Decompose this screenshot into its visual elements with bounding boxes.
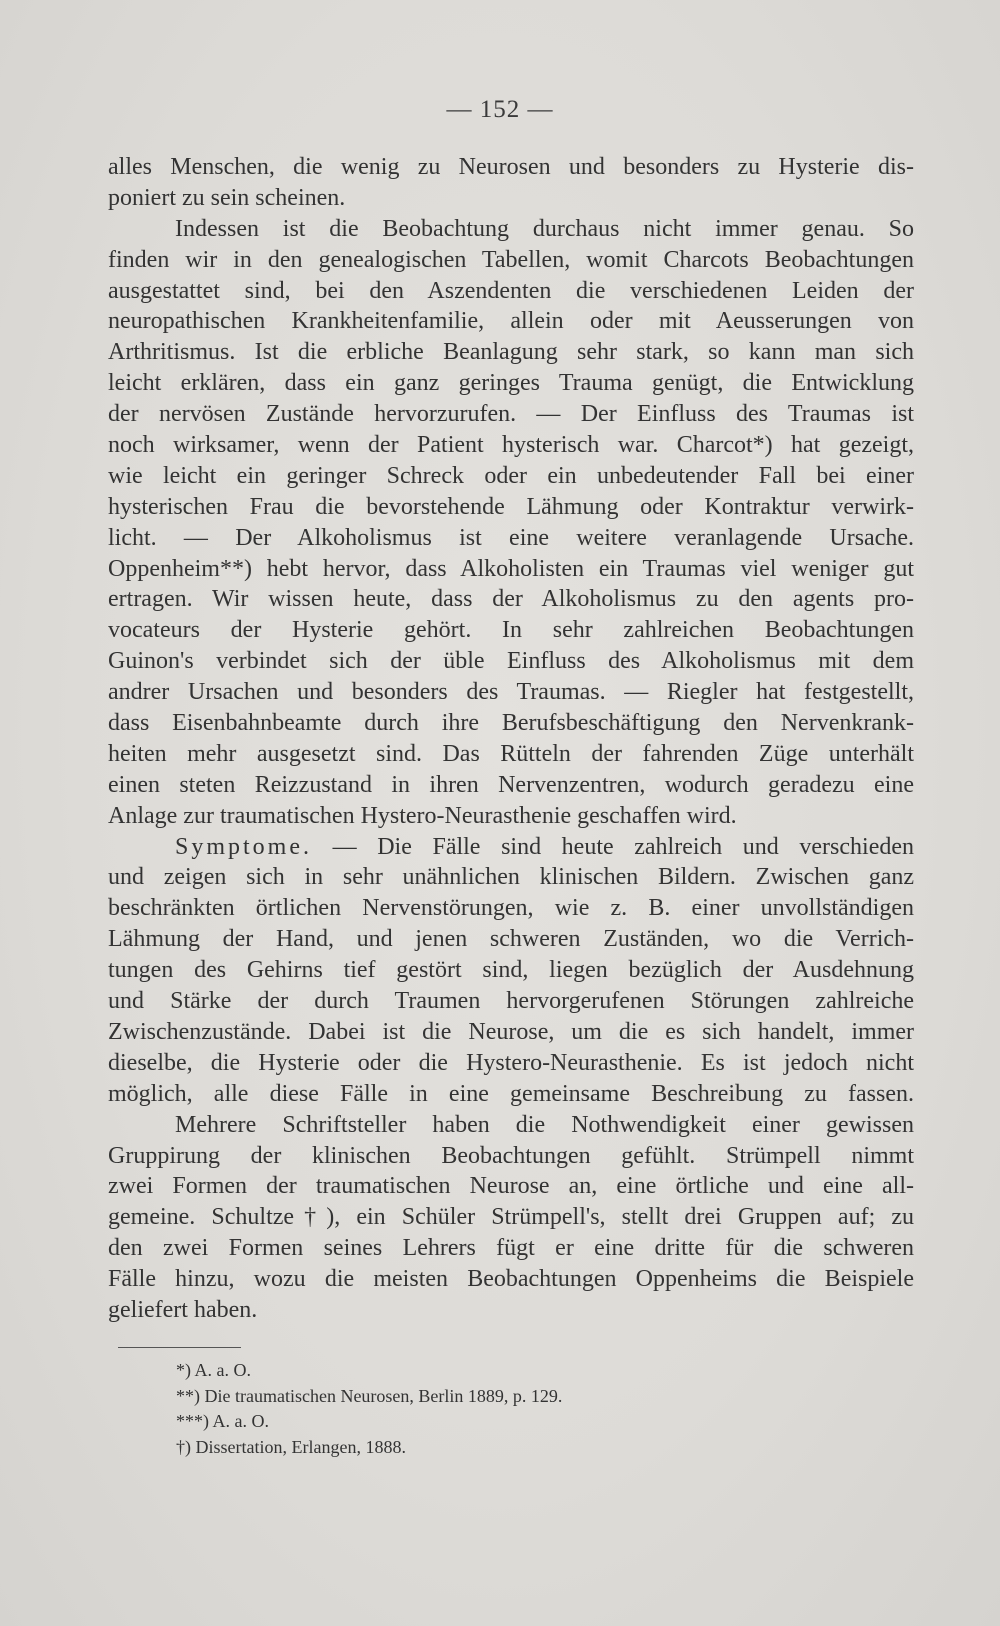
text-line: heiten mehr ausgesetzt sind. Das Rütteln der fahrenden Züge unterhält (108, 740, 914, 767)
paragraph-2 (108, 214, 914, 832)
text-line: poniert zu sein scheinen. (108, 184, 346, 211)
text-line: Indessen ist die Beobachtung durchaus nicht immer genau. So (175, 215, 914, 242)
text-line: andrer Ursachen und besonders des Traumas. — Riegler hat festgestellt, (108, 679, 914, 706)
text-line: zwei Formen der traumatischen Neurose an, eine örtliche und eine all- (108, 1173, 914, 1200)
footnote-divider (118, 1347, 241, 1348)
text-line: Zwischenzustände. Dabei ist die Neurose, um die es sich handelt, immer (108, 1018, 914, 1045)
text-line: ertragen. Wir wissen heute, dass der Alkoholismus zu den agents pro- (108, 586, 914, 613)
text-line: Arthritismus. Ist die erbliche Beanlagung sehr stark, so kann man sich (108, 339, 914, 366)
text-line: Mehrere Schriftsteller haben die Nothwendigkeit einer gewissen (175, 1111, 914, 1138)
text-line: tungen des Gehirns tief gestört sind, liegen bezüglich der Ausdehnung (108, 957, 914, 984)
text-line: beschränkten örtlichen Nervenstörungen, wie z. B. einer unvollständigen (108, 895, 914, 922)
text-line: den zwei Formen seines Lehrers fügt er eine dritte für die schweren (108, 1235, 914, 1262)
paragraph-3 (108, 832, 914, 1110)
text-line: neuropathischen Krankheitenfamilie, allein oder mit Aeusserungen von (108, 308, 914, 335)
footnote: **) Die traumatischen Neurosen, Berlin 1889, p. 129. (176, 1385, 563, 1406)
page-number: — 152 — (446, 96, 554, 123)
text-line: geliefert haben. (108, 1296, 258, 1323)
text-line: und Stärke der durch Traumen hervorgerufenen Störungen zahlreiche (108, 988, 914, 1015)
text-fragment: — Die Fälle sind heute zahlreich und verschieden (312, 833, 914, 860)
body-text (108, 152, 914, 1326)
text-line: hysterischen Frau die bevorstehende Lähmung oder Kontraktur verwirk- (108, 493, 914, 520)
text-line: Anlage zur traumatischen Hystero-Neurasthenie geschaffen wird. (108, 802, 737, 829)
text-line: wie leicht ein geringer Schreck oder ein unbedeutender Fall bei einer (108, 462, 914, 489)
text-line (108, 832, 914, 863)
text-line: ausgestattet sind, bei den Aszendenten die verschiedenen Leiden der (108, 277, 914, 304)
text-line: noch wirksamer, wenn der Patient hysterisch war. Charcot*) hat gezeigt, (108, 432, 914, 459)
footnotes (176, 1358, 776, 1460)
text-line: der nervösen Zustände hervorzurufen. — Der Einfluss des Traumas ist (108, 401, 914, 428)
text-line: dieselbe, die Hysterie oder die Hystero-Neurasthenie. Es ist jedoch nicht (108, 1049, 914, 1076)
text-line: vocateurs der Hysterie gehört. In sehr zahlreichen Beobachtungen (108, 617, 914, 644)
paragraph-1 (108, 152, 914, 214)
text-line: Lähmung der Hand, und jenen schweren Zuständen, wo die Verrich- (108, 926, 914, 953)
text-line: Guinon's verbindet sich der üble Einfluss des Alkoholismus mit dem (108, 648, 914, 675)
text-line: Oppenheim**) hebt hervor, dass Alkoholisten ein Traumas viel weniger gut (108, 555, 914, 582)
text-line: Fälle hinzu, wozu die meisten Beobachtungen Oppenheims die Beispiele (108, 1266, 914, 1293)
text-line: möglich, alle diese Fälle in eine gemeinsame Beschreibung zu fassen. (108, 1080, 914, 1107)
text-line: leicht erklären, dass ein ganz geringes Trauma genügt, die Entwicklung (108, 370, 914, 397)
text-line: und zeigen sich in sehr unähnlichen klinischen Bildern. Zwischen ganz (108, 864, 914, 891)
section-heading: Symptome. (175, 833, 313, 860)
text-line: alles Menschen, die wenig zu Neurosen und besonders zu Hysterie dis- (108, 154, 914, 180)
text-line: dass Eisenbahnbeamte durch ihre Berufsbeschäftigung den Nervenkrank- (108, 710, 914, 737)
paragraph-4 (108, 1110, 914, 1326)
text-line: finden wir in den genealogischen Tabellen, womit Charcots Beobachtungen (108, 246, 914, 273)
text-line: einen steten Reizzustand in ihren Nervenzentren, wodurch geradezu eine (108, 771, 914, 798)
text-line: licht. — Der Alkoholismus ist eine weitere veranlagende Ursache. (108, 524, 914, 551)
text-line: Gruppirung der klinischen Beobachtungen gefühlt. Strümpell nimmt (108, 1142, 914, 1169)
footnote: †) Dissertation, Erlangen, 1888. (176, 1436, 406, 1457)
footnote: ***) A. a. O. (176, 1411, 269, 1431)
footnote: *) A. a. O. (176, 1360, 251, 1380)
text-line: gemeine. Schultze†), ein Schüler Strümpell's, stellt drei Gruppen auf; zu (108, 1204, 914, 1231)
